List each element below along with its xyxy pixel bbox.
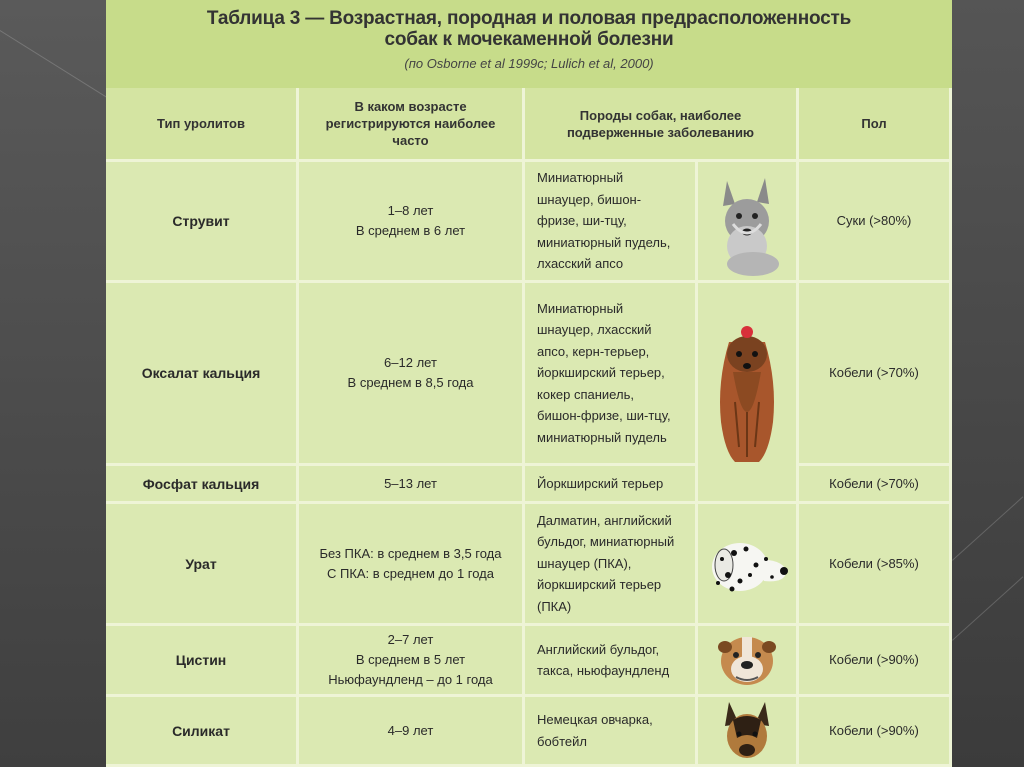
breed-line: йоркширский терьер <box>537 577 662 593</box>
yorkshire-terrier-image <box>698 283 799 504</box>
table-cell-type <box>106 466 299 504</box>
header-sex <box>799 88 952 162</box>
table-cell-sex <box>799 626 952 697</box>
header-age <box>299 88 525 162</box>
breed-line: шнауцер (ПКА), <box>537 555 632 571</box>
breed-line: Миниатюрный <box>537 170 624 186</box>
header-age-line: В каком возрасте <box>354 99 467 114</box>
sex-value: Кобели (>85%) <box>829 555 919 571</box>
breed-line: миниатюрный пудель, <box>537 234 671 250</box>
table-cell-sex <box>799 697 952 767</box>
age-line: С ПКА: в среднем до 1 года <box>326 565 495 581</box>
urolith-type: Урат <box>185 555 217 572</box>
table-cell-age <box>299 162 525 283</box>
breed-line: йоркширский терьер, <box>537 365 665 381</box>
table-title-line-2: собак к мочекаменной болезни <box>384 29 674 50</box>
urolith-type: Силикат <box>172 722 230 739</box>
age-line: 6–12 лет <box>384 355 437 370</box>
table-cell-sex <box>799 504 952 626</box>
table-cell-breeds <box>525 466 698 504</box>
breed-line: Миниатюрный <box>537 300 624 316</box>
table-cell-breeds <box>525 697 698 767</box>
table-cell-age <box>299 697 525 767</box>
table-cell-type <box>106 162 299 283</box>
background-right-panel <box>952 0 1024 767</box>
schnauzer-image <box>698 162 799 283</box>
breed-line: кокер спаниель, <box>537 386 634 402</box>
breed-line: лхасский апсо <box>537 256 624 272</box>
sex-value: Суки (>80%) <box>836 213 912 228</box>
sex-value: Кобели (>70%) <box>829 365 919 380</box>
breed-line: такса, ньюфаундленд <box>537 663 670 678</box>
dalmatian-image <box>698 504 799 626</box>
table-cell-breeds <box>525 504 698 626</box>
breed-line: Английский бульдог, <box>537 641 660 657</box>
age-line: 5–13 лет <box>384 475 437 491</box>
header-breeds <box>525 88 799 162</box>
table-cell-breeds <box>525 626 698 697</box>
breed-line: Йоркширский терьер <box>537 475 664 491</box>
header-age-line: регистрируются наиболее <box>325 116 496 131</box>
urolith-type: Фосфат кальция <box>142 475 260 492</box>
header-type-label: Тип уролитов <box>157 116 245 131</box>
table-cell-breeds <box>525 162 698 283</box>
urolith-type: Цистин <box>175 652 227 668</box>
table-cell-age <box>299 504 525 626</box>
age-line: Без ПКА: в среднем в 3,5 года <box>319 545 502 561</box>
breed-line: бобтейл <box>537 733 588 749</box>
breed-line: шнауцер, бишон- <box>537 191 642 207</box>
yorkshire-terrier-icon <box>707 312 787 472</box>
table-cell-breeds <box>525 283 698 466</box>
bulldog-icon <box>716 629 778 691</box>
breed-line: шнауцер, лхасский <box>537 322 652 338</box>
title-band <box>106 0 952 88</box>
table-cell-type <box>106 626 299 697</box>
dalmatian-icon <box>704 529 790 599</box>
sex-value: Кобели (>70%) <box>829 475 919 491</box>
breed-line: Немецкая овчарка, <box>537 712 653 727</box>
header-breeds-line: подверженные заболеванию <box>566 124 755 140</box>
table-title-line-1: Таблица 3 — Возрастная, породная и половая предрасположенность <box>206 8 852 29</box>
german-shepherd-icon <box>719 698 775 764</box>
bulldog-image <box>698 626 799 697</box>
german-shepherd-image <box>698 697 799 767</box>
table-cell-sex <box>799 466 952 504</box>
table-cell-age <box>299 466 525 504</box>
urolith-type: Струвит <box>172 213 230 229</box>
background-left-panel <box>0 0 106 767</box>
age-line: 1–8 лет <box>387 203 434 218</box>
sex-value: Кобели (>90%) <box>829 652 919 667</box>
age-line: В среднем в 8,5 года <box>347 375 474 390</box>
schnauzer-icon <box>707 166 787 276</box>
table-cell-type <box>106 283 299 466</box>
age-line: В среднем в 5 лет <box>355 652 466 667</box>
breed-line: бишон-фризе, ши-тцу, <box>537 408 671 424</box>
sex-value: Кобели (>90%) <box>829 722 919 738</box>
age-line: Ньюфаундленд – до 1 года <box>328 672 493 687</box>
breed-line: фризе, ши-тцу, <box>537 213 627 229</box>
age-line: В среднем в 6 лет <box>355 223 466 238</box>
header-breeds-line: Породы собак, наиболее <box>579 107 742 123</box>
breed-line: (ПКА) <box>537 598 572 614</box>
header-age-line: часто <box>392 133 429 148</box>
slide <box>106 0 952 767</box>
table-cell-sex <box>799 162 952 283</box>
table-cell-sex <box>799 283 952 466</box>
urolith-type: Оксалат кальция <box>141 365 261 381</box>
breed-line: бульдог, миниатюрный <box>537 534 675 550</box>
table-cell-type <box>106 697 299 767</box>
table-cell-type <box>106 504 299 626</box>
table-source: (по Osborne et al 1999c; Lulich et al, 2000) <box>404 56 654 71</box>
breed-line: Далматин, английский <box>537 512 672 528</box>
header-sex-label: Пол <box>861 116 887 131</box>
table-cell-age <box>299 283 525 466</box>
breed-line: миниатюрный пудель <box>537 429 667 445</box>
age-line: 2–7 лет <box>387 632 434 647</box>
breed-line: апсо, керн-терьер, <box>537 343 650 359</box>
age-line: 4–9 лет <box>387 722 434 738</box>
header-type <box>106 88 299 162</box>
table-cell-age <box>299 626 525 697</box>
